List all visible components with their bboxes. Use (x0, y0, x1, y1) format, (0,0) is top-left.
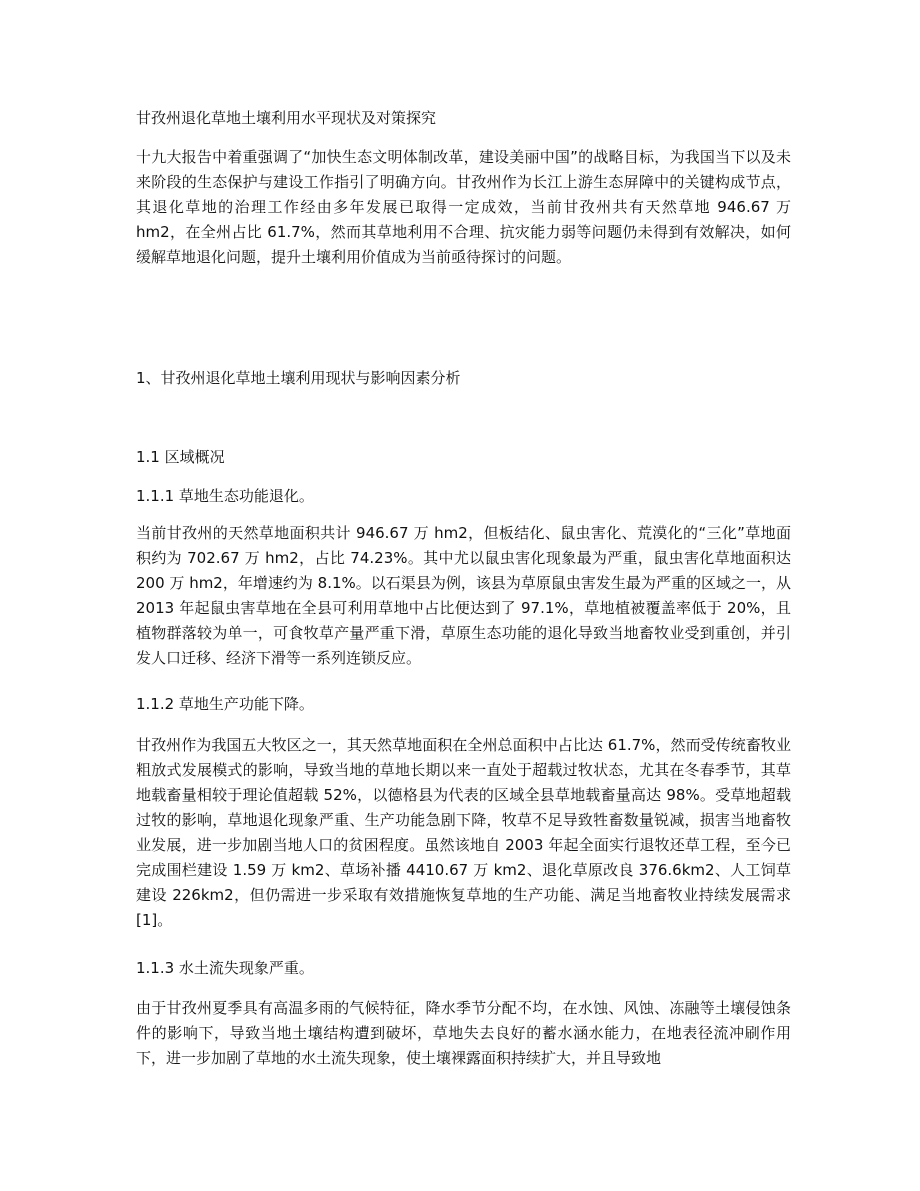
subsection-heading-1-1: 1.1 区域概况 (136, 448, 225, 466)
paragraph-1-1-3: 由于甘孜州夏季具有高温多雨的气候特征，降水季节分配不均，在水蚀、风蚀、冻融等土壤侵蚀条件的影响下，导致当地土壤结构遭到破坏，草地失去良好的蓄水涵水能力，在地表径流冲刷作用下，进一步加剧了草地的水土流失现象，使土壤裸露面积持续扩大，并且导致地 (136, 999, 791, 1067)
document-title: 甘孜州退化草地土壤利用水平现状及对策探究 (136, 109, 437, 127)
paragraph-1-1-1: 当前甘孜州的天然草地面积共计 946.67 万 hm2，但板结化、鼠虫害化、荒漠化的“三化”草地面积约为 702.67 万 hm2，占比 74.23%。其中尤以鼠虫害化现象最为严重，鼠虫害化草地面积达 200 万 hm2，年增速约为 8.1%。以石渠县为例，该县为草原鼠虫害发生最为严重的区域之一，从 2013 年起鼠虫害草地在全县可利用草地中占比便达到了 97.1%，草地植被覆盖率低于 20%，且植物群落较为单一，可食牧草产量严重下滑，草原生态功能的退化导致当地畜牧业受到重创，并引发人口迁移、经济下滑等一系列连锁反应。 (136, 524, 791, 667)
subsection-heading-1-1-1: 1.1.1 草地生态功能退化。 (136, 487, 314, 505)
paragraph-1-1-2: 甘孜州作为我国五大牧区之一，其天然草地面积在全州总面积中占比达 61.7%，然而受传统畜牧业粗放式发展模式的影响，导致当地的草地长期以来一直处于超载过牧状态，尤其在冬春季节，其草地载畜量相较于理论值超载 52%，以德格县为代表的区域全县草地载畜量高达 98%。受草地超载过牧的影响，草地退化现象严重、生产功能急剧下降，牧草不足导致牲畜数量锐减，损害当地畜牧业发展，进一步加剧当地人口的贫困程度。虽然该地自 2003 年起全面实行退牧还草工程，至今已完成围栏建设 1.59 万 km2、草场补播 4410.67 万 km2、退化草原改良 376.6km2、人工饲草建设 226km2，但仍需进一步采取有效措施恢复草地的生产功能、满足当地畜牧业持续发展需求[1]。 (136, 736, 791, 929)
section-heading-1: 1、甘孜州退化草地土壤利用现状与影响因素分析 (136, 369, 461, 387)
subsection-heading-1-1-3: 1.1.3 水土流失现象严重。 (136, 959, 314, 977)
subsection-heading-1-1-2: 1.1.2 草地生产功能下降。 (136, 695, 314, 713)
intro-paragraph: 十九大报告中着重强调了“加快生态文明体制改革，建设美丽中国”的战略目标，为我国当下以及未来阶段的生态保护与建设工作指引了明确方向。甘孜州作为长江上游生态屏障中的关键构成节点，其退化草地的治理工作经由多年发展已取得一定成效，当前甘孜州共有天然草地 946.67 万 hm2，在全州占比 61.7%，然而其草地利用不合理、抗灾能力弱等问题仍未得到有效解决，如何缓解草地退化问题，提升土壤利用价值成为当前亟待探讨的问题。 (136, 148, 791, 266)
